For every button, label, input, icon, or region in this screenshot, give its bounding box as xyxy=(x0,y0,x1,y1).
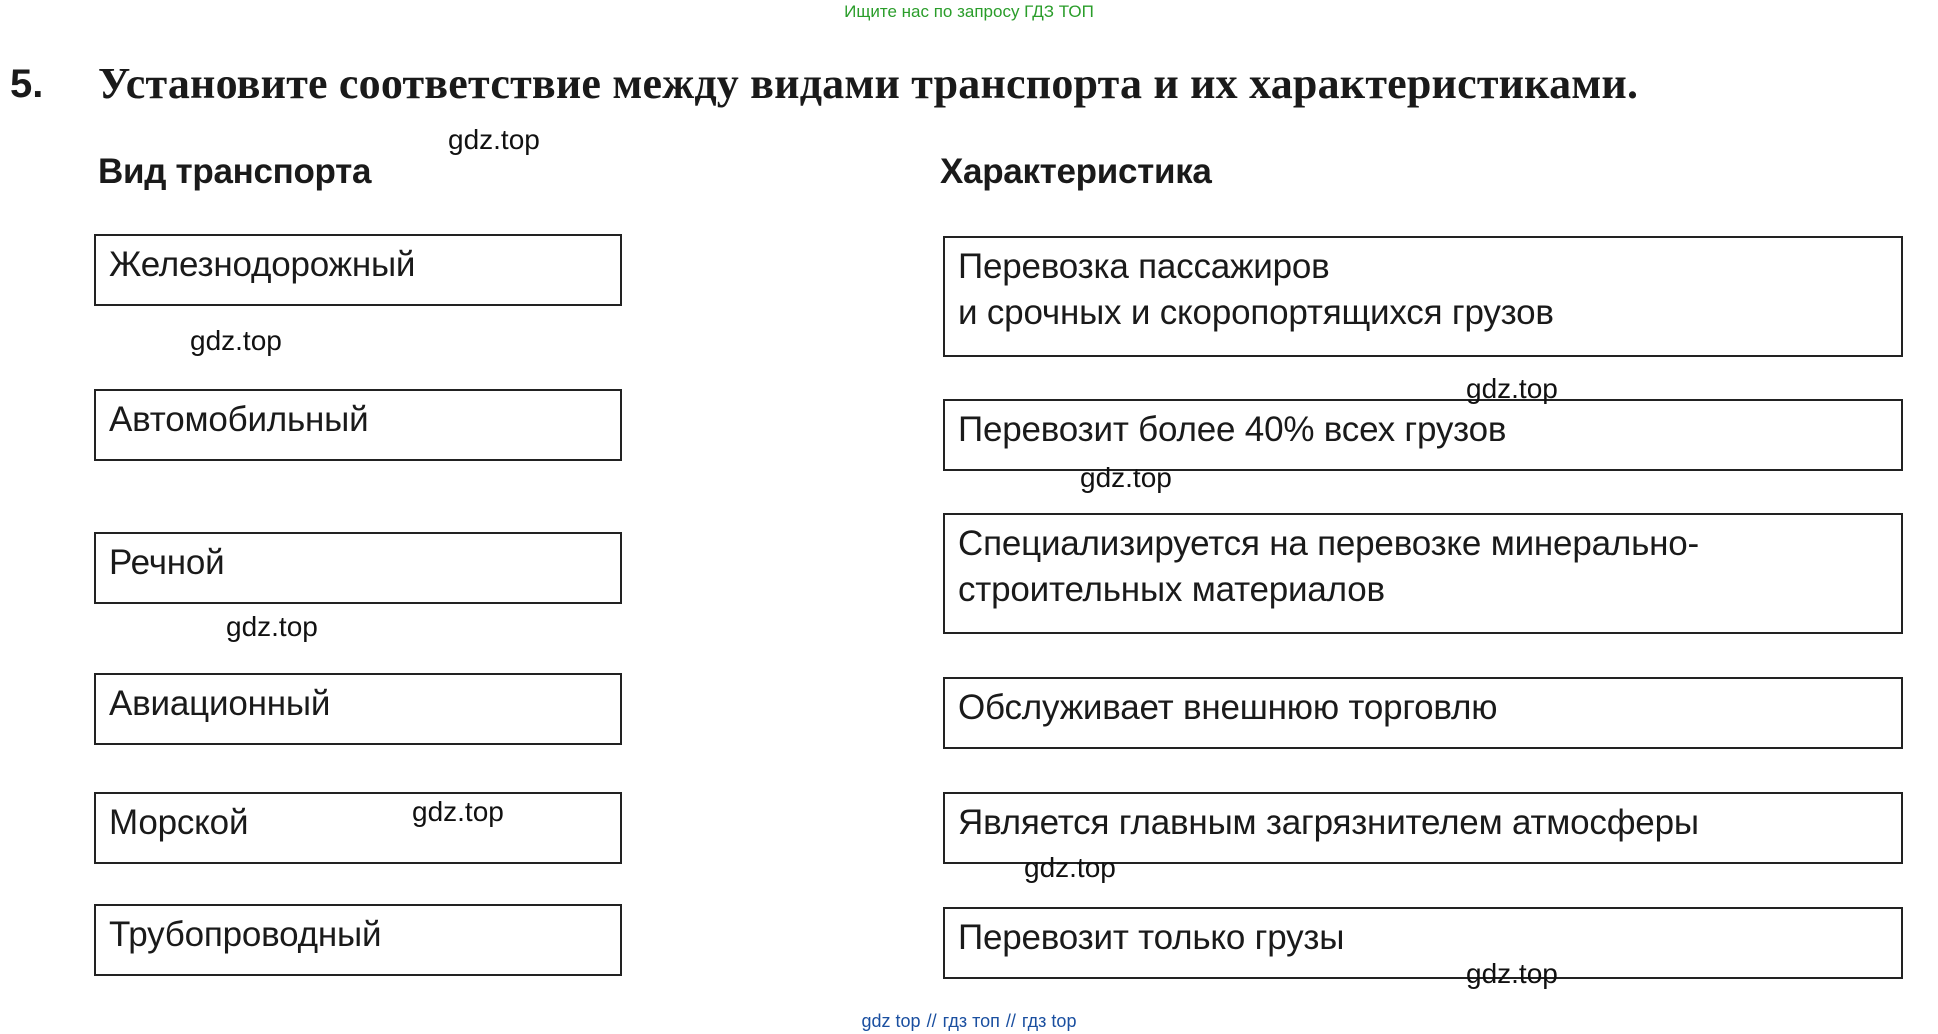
watermark-text: gdz.top xyxy=(1466,958,1558,989)
watermark-text: gdz.top xyxy=(226,611,318,642)
transport-type-label: Речной xyxy=(109,543,225,582)
task-title: Установите соответствие между видами транспорта и их характеристиками. xyxy=(98,59,1639,108)
characteristic-line: Обслуживает внешнюю торговлю xyxy=(958,688,1498,727)
characteristic-line: Специализируется на перевозке минерально- xyxy=(958,524,1699,563)
characteristic-line: Является главным загрязнителем атмосферы xyxy=(958,803,1699,842)
transport-type-label: Авиационный xyxy=(109,684,331,723)
transport-type-label: Железнодорожный xyxy=(109,245,416,284)
link-separator: // xyxy=(1005,1011,1016,1031)
transport-type-box-automobile xyxy=(94,389,622,461)
bottom-link[interactable]: гдз top xyxy=(1021,1011,1077,1031)
characteristic-box-foreign-trade xyxy=(943,677,1903,749)
transport-type-box-river xyxy=(94,532,622,604)
watermark-text: gdz.top xyxy=(1466,373,1558,404)
characteristic-line: Перевозка пассажиров xyxy=(958,247,1330,286)
transport-type-box-sea xyxy=(94,792,622,864)
characteristic-line: Перевозит только грузы xyxy=(958,918,1345,957)
bottom-links-bar xyxy=(0,1011,1938,1032)
column-header-characteristic: Характеристика xyxy=(940,152,1212,191)
characteristic-box-over-40-percent xyxy=(943,399,1903,471)
transport-type-label: Автомобильный xyxy=(109,400,369,439)
task-number: 5. xyxy=(10,62,44,106)
watermark-text: gdz.top xyxy=(412,796,504,827)
characteristic-line: Перевозит более 40% всех грузов xyxy=(958,410,1507,449)
bottom-link[interactable]: гдз топ xyxy=(942,1011,1000,1031)
watermark-text: gdz.top xyxy=(1080,462,1172,493)
characteristic-line: и срочных и скоропортящихся грузов xyxy=(958,293,1554,332)
characteristic-box-mineral-materials xyxy=(943,513,1903,634)
column-header-transport-type: Вид транспорта xyxy=(98,152,372,191)
watermark-text: gdz.top xyxy=(448,124,540,155)
top-ad-banner[interactable]: Ищите нас по запросу ГДЗ ТОП xyxy=(844,2,1094,21)
link-separator: // xyxy=(926,1011,937,1031)
watermark-text: gdz.top xyxy=(190,325,282,356)
transport-type-box-pipeline xyxy=(94,904,622,976)
watermark-text: gdz.top xyxy=(1024,852,1116,883)
transport-type-label: Морской xyxy=(109,803,249,842)
transport-type-label: Трубопроводный xyxy=(109,915,382,954)
characteristic-box-cargo-only xyxy=(943,907,1903,979)
transport-type-box-aviation xyxy=(94,673,622,745)
bottom-link[interactable]: gdz top xyxy=(861,1011,921,1031)
characteristic-line: строительных материалов xyxy=(958,570,1385,609)
characteristic-box-passengers xyxy=(943,236,1903,357)
transport-type-box-railway xyxy=(94,234,622,306)
